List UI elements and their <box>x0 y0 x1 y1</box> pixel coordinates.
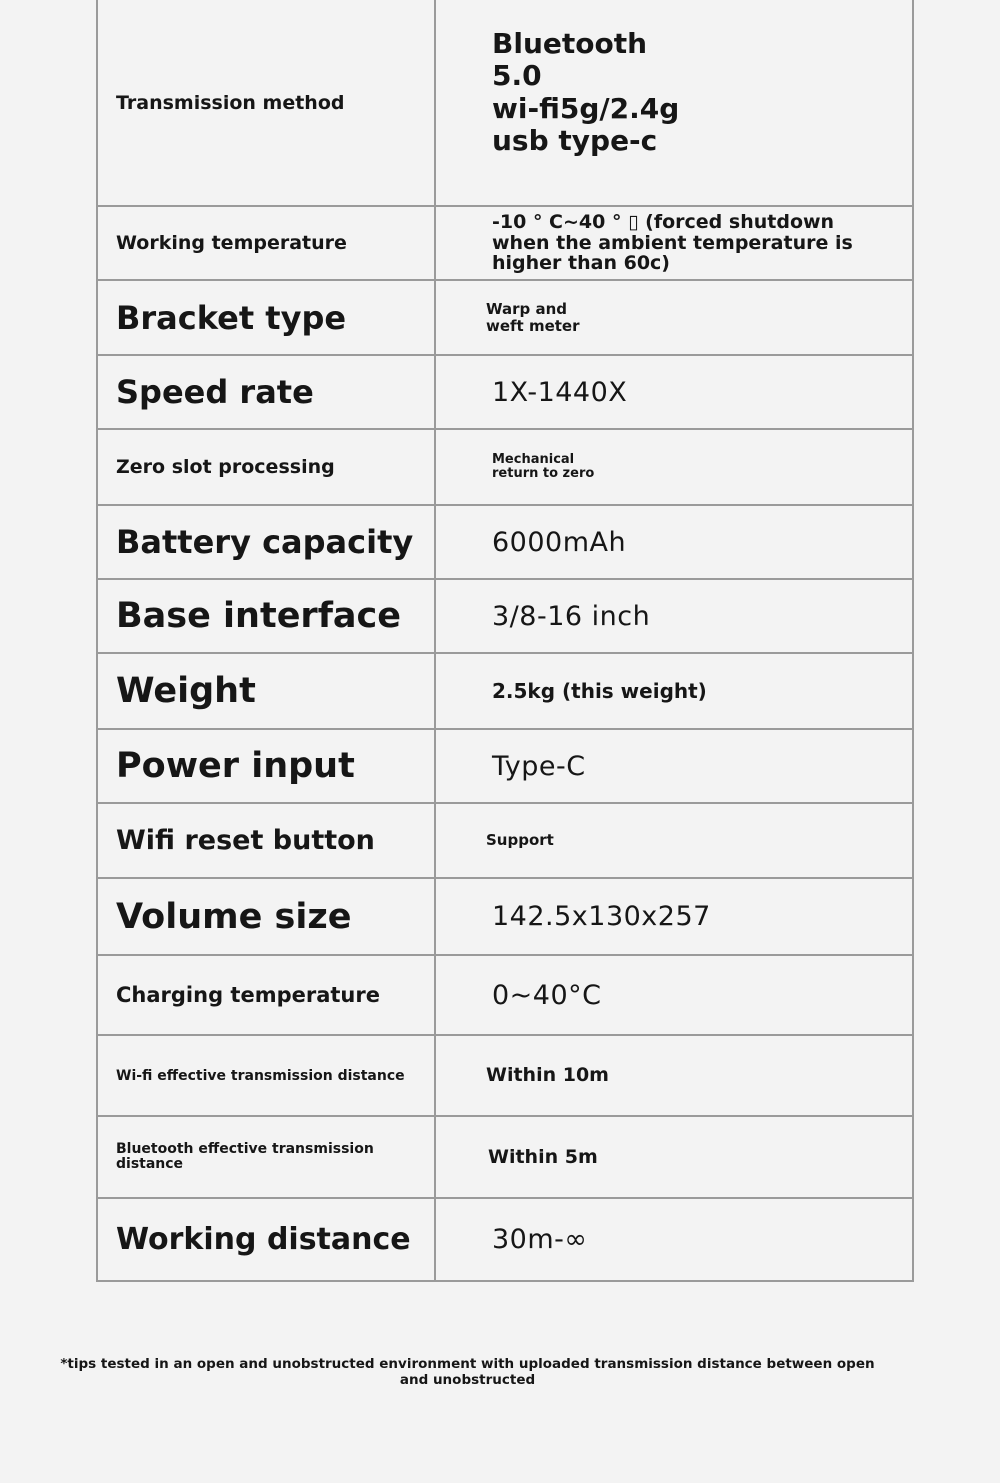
spec-table <box>96 0 914 1282</box>
row-label: Bracket type <box>97 280 435 355</box>
row-label: Wifi reset button <box>97 803 435 878</box>
row-value: 6000mAh <box>435 505 913 579</box>
table-row <box>97 280 913 355</box>
row-value: 1X-1440X <box>435 355 913 429</box>
row-label: Speed rate <box>97 355 435 429</box>
row-value: -10 ° C~40 ° ▯ (forced shutdown when the ambient temperature is higher than 60c) <box>435 206 913 280</box>
row-value: 2.5kg (this weight) <box>435 653 913 729</box>
row-label: Weight <box>97 653 435 729</box>
row-label: Battery capacity <box>97 505 435 579</box>
row-label: Charging temperature <box>97 955 435 1035</box>
row-value: Type-C <box>435 729 913 803</box>
footnote: *tips tested in an open and unobstructed environment with uploaded transmission distance between open and unobstructed <box>60 1356 875 1388</box>
row-label: Bluetooth effective transmission distance <box>97 1116 435 1198</box>
row-label: Power input <box>97 729 435 803</box>
table-row <box>97 803 913 878</box>
table-row <box>97 1116 913 1198</box>
row-label: Wi-fi effective transmission distance <box>97 1035 435 1116</box>
row-label: Zero slot processing <box>97 429 435 505</box>
row-label: Base interface <box>97 579 435 653</box>
table-row <box>97 729 913 803</box>
row-value: Bluetooth 5.0 wi-fi5g/2.4g usb type-c <box>435 0 913 206</box>
row-value: Mechanical return to zero <box>435 429 913 505</box>
table-row <box>97 579 913 653</box>
row-label: Transmission method <box>97 0 435 206</box>
table-row <box>97 0 913 206</box>
row-label: Working temperature <box>97 206 435 280</box>
row-value: Within 10m <box>435 1035 913 1116</box>
table-row <box>97 878 913 955</box>
table-row <box>97 505 913 579</box>
row-value: Within 5m <box>435 1116 913 1198</box>
table-row <box>97 653 913 729</box>
table-row <box>97 1198 913 1281</box>
table-row <box>97 955 913 1035</box>
row-value: Support <box>435 803 913 878</box>
table-row <box>97 1035 913 1116</box>
row-value: 3/8-16 inch <box>435 579 913 653</box>
row-value: 142.5x130x257 <box>435 878 913 955</box>
table-row <box>97 429 913 505</box>
row-value: 30m-∞ <box>435 1198 913 1281</box>
table-row <box>97 206 913 280</box>
row-value: Warp and weft meter <box>435 280 913 355</box>
row-value: 0~40°C <box>435 955 913 1035</box>
table-row <box>97 355 913 429</box>
row-label: Volume size <box>97 878 435 955</box>
row-label: Working distance <box>97 1198 435 1281</box>
